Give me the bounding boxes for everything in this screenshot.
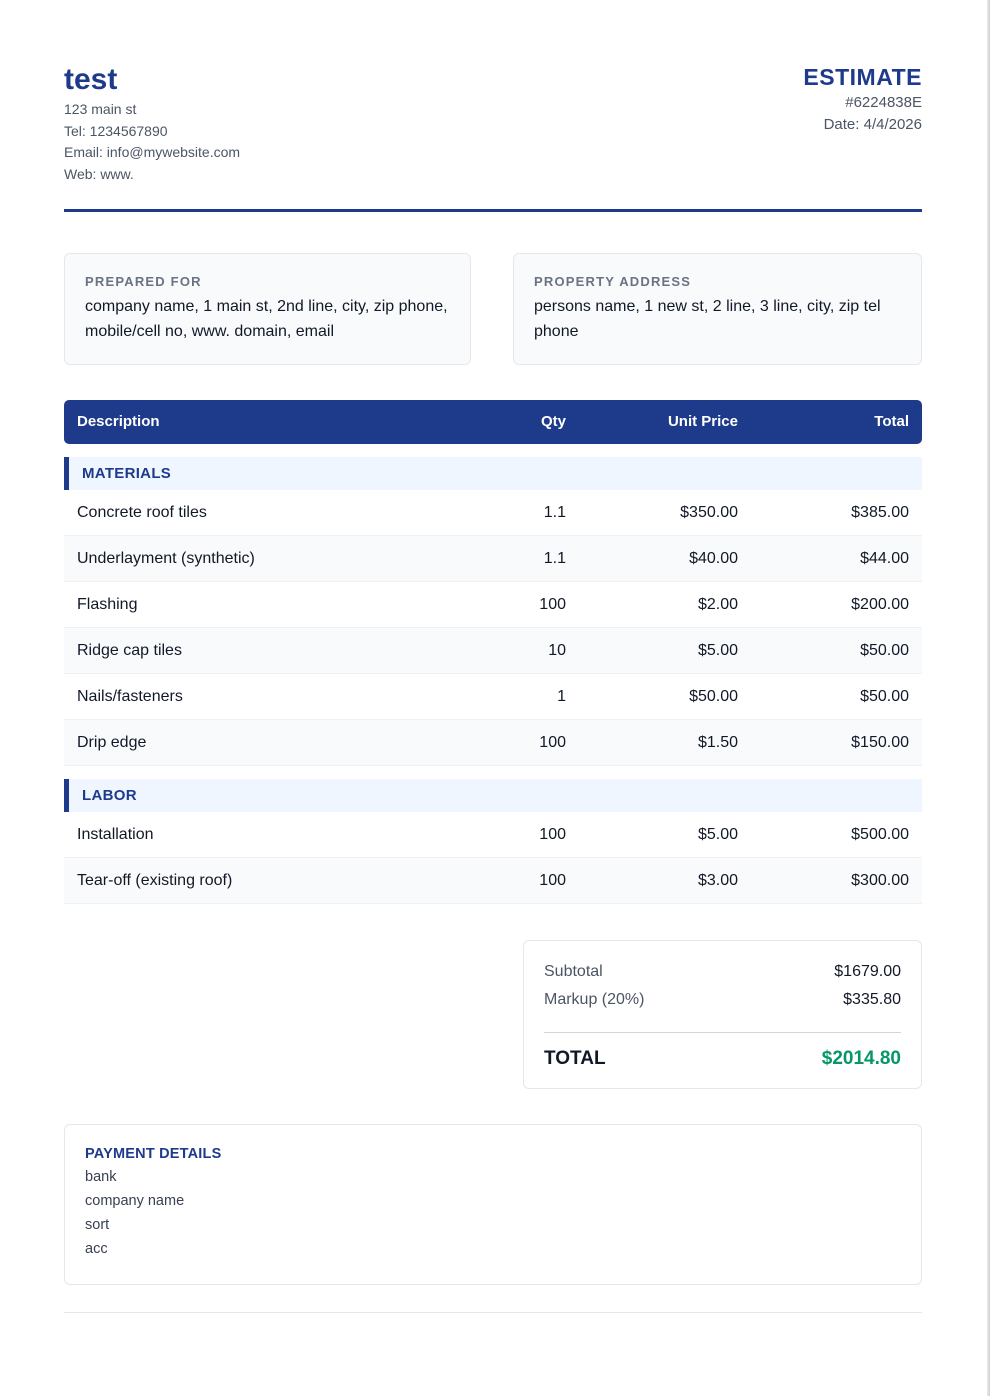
row-qty: 1.1: [543, 504, 566, 521]
markup-value: $335.80: [843, 991, 901, 1008]
subtotal-value: $1679.00: [834, 963, 901, 980]
line-items-table: [64, 400, 922, 904]
header-qty: Qty: [540, 413, 566, 430]
row-total: $150.00: [851, 734, 909, 751]
row-description: Nails/fasteners: [77, 688, 183, 705]
subtotal-label: Subtotal: [544, 963, 603, 980]
row-total: $50.00: [860, 688, 909, 705]
header-divider: [64, 209, 922, 212]
payment-line-bank: bank: [85, 1169, 117, 1185]
table-row: [64, 536, 922, 582]
company-name: test: [64, 63, 118, 96]
prepared-for-text: company name, 1 main st, 2nd line, city, zip phone, mobile/cell no, www. domain, email: [85, 298, 448, 340]
property-address-box: [513, 253, 922, 365]
table-row: [64, 490, 922, 536]
company-address: 123 main st: [64, 101, 137, 117]
company-email: Email: info@mywebsite.com: [64, 144, 241, 160]
row-description: Underlayment (synthetic): [77, 550, 255, 567]
totals-box: [523, 940, 922, 1089]
table-header: [64, 400, 922, 444]
row-total: $500.00: [851, 826, 909, 843]
table-row: [64, 628, 922, 674]
row-total: $385.00: [851, 504, 909, 521]
row-total: $200.00: [851, 596, 909, 613]
row-qty: 10: [548, 642, 566, 659]
subtotal-line: [544, 962, 901, 982]
row-qty: 1: [557, 688, 566, 705]
property-address-label: PROPERTY ADDRESS: [534, 274, 692, 289]
row-description: Installation: [77, 826, 154, 843]
property-address-text: persons name, 1 new st, 2 line, 3 line, city, zip tel phone: [534, 298, 881, 340]
estimate-number: #6224838E: [845, 94, 922, 111]
row-description: Drip edge: [77, 734, 147, 751]
row-description: Ridge cap tiles: [77, 642, 182, 659]
row-total: $300.00: [851, 872, 909, 889]
footer-divider: [64, 1312, 922, 1313]
row-unit-price: $3.00: [697, 872, 738, 889]
prepared-for-label: PREPARED FOR: [85, 274, 202, 289]
estimate-date: Date: 4/4/2026: [823, 116, 922, 133]
row-unit-price: $350.00: [680, 504, 738, 521]
row-description: Concrete roof tiles: [77, 504, 207, 521]
row-total: $50.00: [860, 642, 909, 659]
row-unit-price: $1.50: [697, 734, 738, 751]
section-title: MATERIALS: [82, 465, 172, 482]
payment-line-sort: sort: [85, 1217, 110, 1233]
company-web: Web: www.: [64, 165, 134, 182]
row-unit-price: $50.00: [689, 688, 738, 705]
table-row: [64, 858, 922, 904]
section-title: LABOR: [82, 787, 137, 804]
header-description: Description: [77, 413, 160, 430]
grand-total-line: [544, 1047, 901, 1071]
row-qty: 100: [539, 826, 566, 843]
row-qty: 100: [539, 872, 566, 889]
table-row: [64, 812, 922, 858]
row-total: $44.00: [860, 550, 909, 567]
document-title: ESTIMATE: [803, 64, 922, 90]
estimate-meta-block: [803, 62, 922, 136]
row-unit-price: $2.00: [697, 596, 738, 613]
row-qty: 100: [539, 734, 566, 751]
row-unit-price: $40.00: [689, 550, 738, 567]
markup-line: [544, 990, 901, 1010]
markup-label: Markup (20%): [544, 991, 645, 1008]
company-details: [64, 99, 240, 185]
table-row: [64, 582, 922, 628]
prepared-for-box: [64, 253, 471, 365]
header-total: Total: [874, 413, 909, 430]
payment-details-box: [64, 1124, 922, 1285]
estimate-page: [64, 0, 922, 1257]
company-tel: Tel: 1234567890: [64, 122, 168, 139]
payment-line-acc: acc: [85, 1241, 108, 1257]
header: [64, 0, 922, 212]
table-row: [64, 720, 922, 766]
row-description: Flashing: [77, 596, 138, 613]
header-unit-price: Unit Price: [667, 413, 738, 430]
total-value: $2014.80: [821, 1048, 901, 1069]
row-description: Tear-off (existing roof): [77, 872, 233, 889]
payment-line-company: company name: [85, 1193, 185, 1209]
totals-divider: [544, 1032, 901, 1033]
section-materials: [64, 457, 922, 490]
table-row: [64, 674, 922, 720]
row-qty: 1.1: [543, 550, 566, 567]
section-labor: [64, 779, 922, 812]
row-unit-price: $5.00: [697, 826, 738, 843]
total-label: TOTAL: [544, 1048, 606, 1069]
row-qty: 100: [539, 596, 566, 613]
row-unit-price: $5.00: [697, 642, 738, 659]
payment-title: PAYMENT DETAILS: [85, 1146, 222, 1162]
